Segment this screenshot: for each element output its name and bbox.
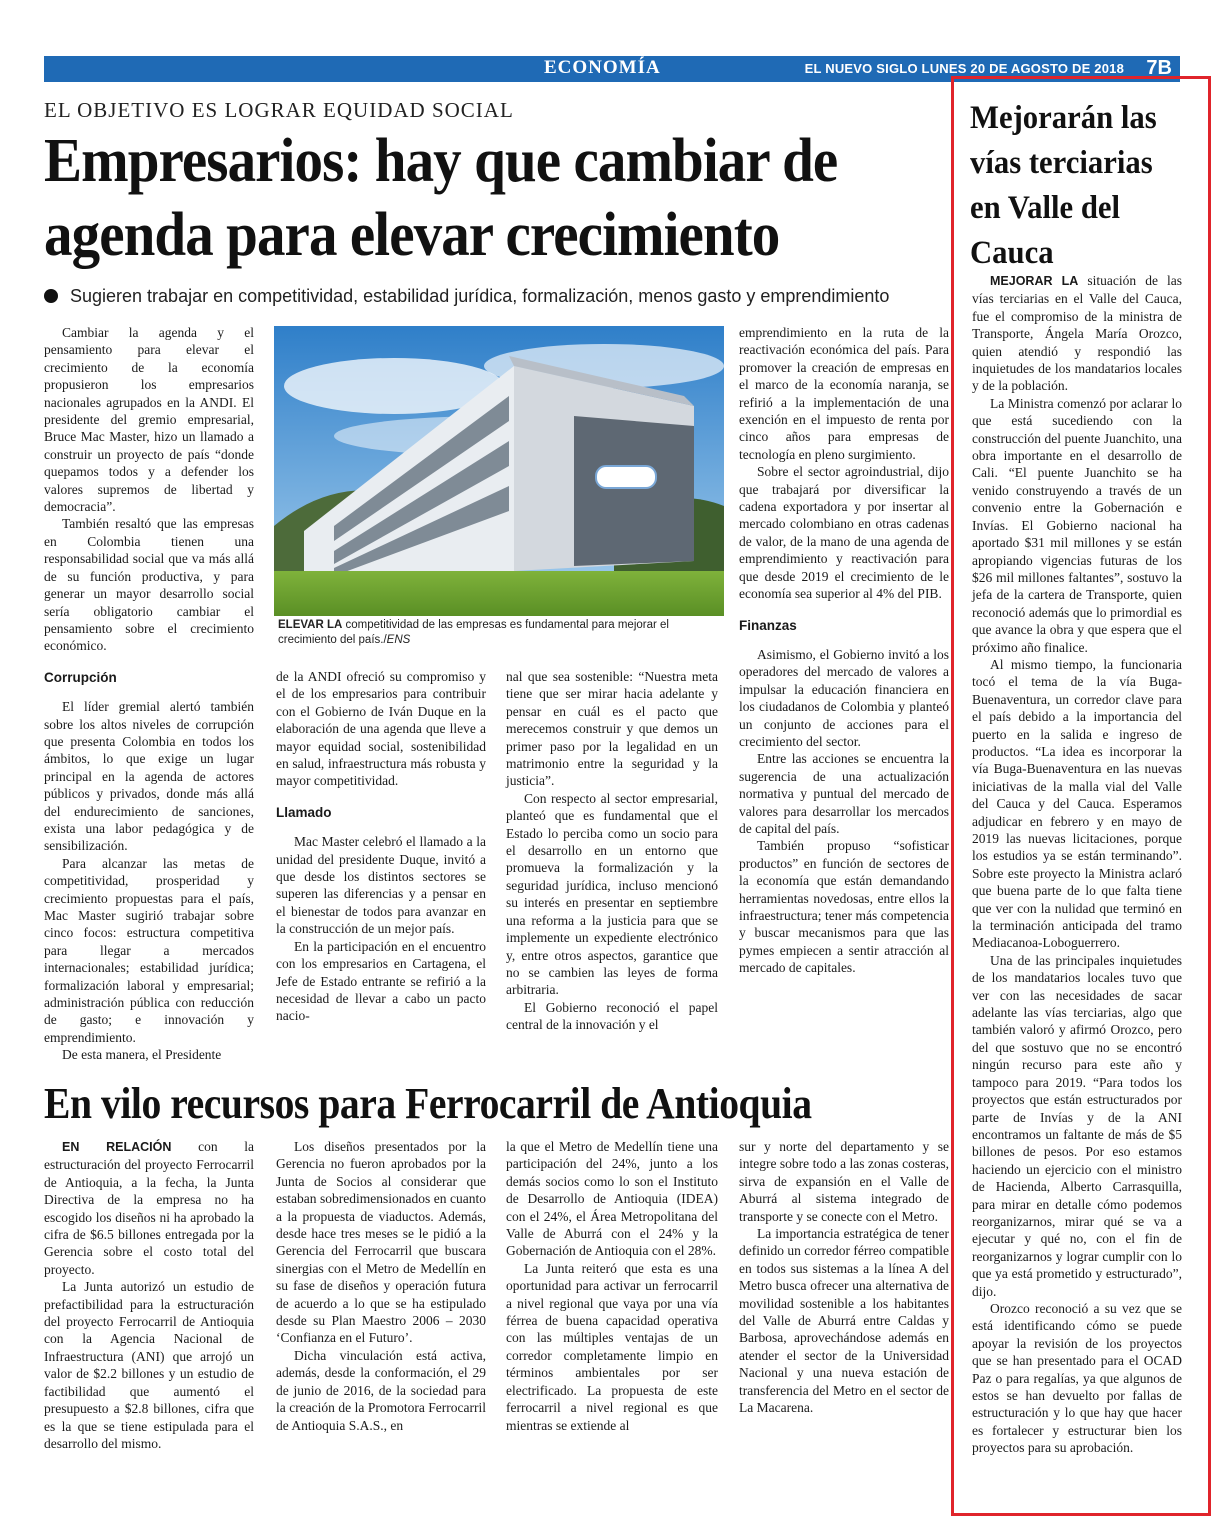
second-column-2 bbox=[276, 1138, 486, 1434]
caption-credit: ENS bbox=[386, 634, 411, 646]
subhead-corrupcion: Corrupción bbox=[44, 669, 117, 685]
paragraph: Los diseños presentados por la Gerencia no fueron aprobados por la Junta de Socios al considerar que estaban sobredimensionados en cuanto a la propuesta de viaductos. Además, desde hace tres meses se le pidió a la Gerencia del Ferrocarril que buscara sinergias con el Metro de Medellín en su fase de diseños y operación futura de acuerdo a lo que se ha estipulado desde su Plan Maestro 2006 – 2030 ‘Confianza en el Futuro’. bbox=[276, 1139, 486, 1346]
paragraph: De esta manera, el Presidente bbox=[62, 1047, 222, 1063]
page-number: 7B bbox=[1146, 57, 1172, 79]
paragraph: También resaltó que las empresas en Colombia tienen una responsabilidad social que va más allá de su función productiva, y para generar un mayor desarrollo social sería obligatorio cambiar el pensamiento sobre el crecimiento económico. bbox=[44, 516, 254, 654]
lead-in: MEJORAR LA bbox=[990, 274, 1079, 288]
paragraph: Orozco reconoció a su vez que se está identificando cómo se puede apoyar la revisión de los proyectos que se han presentado para el OCAD Paz o para regalías, ya que algunos de estos se han devuelto por fallas de estructuración y lo que hay que hacer es fortalecer y estructurar bien los proyectos para su aprobación. bbox=[972, 1300, 1182, 1456]
paragraph: El Gobierno reconoció el papel central de la innovación y el bbox=[506, 999, 718, 1033]
paragraph: También propuso “sofisticar productos” en función de sectores de la economía que están demandando herramientas novedosas, entre ellos la infraestructura; tener más competencia y buscar mecanismos para que las pymes empiecen a sentir atracción al mercado de capitales. bbox=[739, 838, 949, 976]
photo-caption bbox=[278, 618, 718, 648]
paragraph: situación de las vías terciarias en el Valle del Cauca, fue el compromiso de la ministra de Transporte, Ángela María Orozco, quien atendió y respondió las inquietudes de los mandatarios locales y de la población. bbox=[972, 273, 1182, 394]
paper-dateline: EL NUEVO SIGLO LUNES 20 DE AGOSTO DE 2018 bbox=[804, 61, 1124, 76]
main-column-3 bbox=[506, 668, 718, 1034]
paragraph: Cambiar la agenda y el pensamiento para elevar el crecimiento de la economía propusieron los empresarios nacionales agrupados en la ANDI. El presidente del gremio empresarial, Bruce Mac Master, hizo un llamado a construir un proyecto de país “donde quepamos todos y a defender los valores supremos de libertad y democracia”. bbox=[44, 325, 254, 515]
bullet-icon bbox=[44, 289, 58, 303]
paragraph: Entre las acciones se encuentra la sugerencia de una actualización normativa y puntual del mercado de valores para desarrollar los mercados de capital del país. bbox=[739, 751, 949, 836]
paragraph: con la estructuración del proyecto Ferrocarril de Antioquia, a la fecha, la Junta Directiva de la empresa no ha escogido los diseños ni ha aprobado la cifra de $6.5 billones entregada por la Gerencia sobre el costo total del proyecto. bbox=[44, 1139, 254, 1277]
lead-in: EN RELACIÓN bbox=[62, 1140, 172, 1154]
caption-lead: ELEVAR LA bbox=[278, 619, 343, 631]
paragraph: Asimismo, el Gobierno invitó a los operadores del mercado de valores a impulsar la educación financiera en los ciudadanos de Colombia y planteó un conjunto de acciones para el crecimiento del sector. bbox=[739, 646, 949, 749]
caption-text: competitividad de las empresas es fundamental para mejorar el crecimiento del país./ bbox=[278, 619, 669, 646]
paragraph: La Junta reiteró que esta es una oportunidad para activar un ferrocarril a nivel regional que vaya por una vía férrea de buena capacidad operativa con las múltiples ventajas de un corredor completamente limpio en términos ambientales por ser electrificado. La propuesta de este ferrocarril a nivel regional es que mientras se extiende al bbox=[506, 1260, 718, 1433]
paragraph: Una de las principales inquietudes de los mandatarios locales tuvo que ver con las necesidades de sacar adelante las vías terciarias, algo que también valoró y afirmó Orozco, pero del que sostuvo que no se encontró ningún recurso para este año y tampoco para 2019. “Para todos los proyectos que están estructurados por parte de Invías y de la ANI encontramos un faltante de más de $5 billones de pesos. Por eso estamos haciendo un ejercicio con el ministro de Hacienda, Alberto Carrasquilla, para mirar en detalle cómo podemos reorganizarnos, mirar qué se va a ejecutar y qué no, con el fin de reorganizarnos y lograr cumplir con lo que ya está prometido y estructurado”, dijo. bbox=[972, 952, 1182, 1299]
building-photo bbox=[274, 326, 724, 616]
paragraph: emprendimiento en la ruta de la reactivación económica del país. Para promover la creación de empresas en el marco de la economía naranja, se refirió a la implementación de una exención en el impuesto de renta por cinco años para empresas de tecnología en pleno surgimiento. bbox=[739, 325, 949, 462]
paragraph: Para alcanzar las metas de competitividad, prosperidad y crecimiento propuestas para el país, Mac Master sugirió trabajar sobre cinco focos: estructura competitiva para llegar a mercados internacionales; estabilidad jurídica; formalización laboral y empresarial; administración pública con reducción de gasto; e innovación y emprendimiento. bbox=[44, 855, 254, 1045]
paragraph: la que el Metro de Medellín tiene una participación del 24%, junto a los demás socios como lo son el Instituto de Desarrollo de Antioquia (IDEA) con el 24%, el Área Metropolitana del Valle de Aburrá con el 24% y la Gobernación de Antioquia con el 28%. bbox=[506, 1139, 718, 1259]
paragraph: sur y norte del departamento y se integre sobre todo a las zonas costeras, sirva de expansión en el Valle de Aburrá al sistema integrado de transporte y se conecte con el Metro. bbox=[739, 1139, 949, 1224]
second-column-1 bbox=[44, 1138, 254, 1452]
second-column-3 bbox=[506, 1138, 718, 1434]
main-column-2 bbox=[276, 668, 486, 1025]
paragraph: Dicha vinculación está activa, además, desde la conformación, el 29 de junio de 2016, de la sociedad para la creación de la Promotora Ferrocarril de Antioquia S.A.S., en bbox=[276, 1347, 486, 1433]
story-kicker: EL OBJETIVO ES LOGRAR EQUIDAD SOCIAL bbox=[44, 98, 514, 122]
sidebar-headline: Mejorarán las vías terciarias en Valle del Cauca bbox=[970, 100, 1157, 271]
subhead-finanzas: Finanzas bbox=[739, 617, 797, 633]
subhead-llamado: Llamado bbox=[276, 804, 332, 820]
story-deck bbox=[44, 286, 889, 307]
paragraph: nal que sea sostenible: “Nuestra meta tiene que ser mirar hacia adelante y pensar en cuál es el pacto que merecemos construir y que demos un primer paso por la legalidad en un matrimonio entre la seguridad y la justicia”. bbox=[506, 669, 718, 789]
paragraph: Mac Master celebró el llamado a la unidad del presidente Duque, invitó a que desde los distintos sectores se superen las diferencias y a pensar en el bienestar de todos para avanzar en la construcción de un mejor país. bbox=[276, 834, 486, 937]
main-headline: Empresarios: hay que cambiar de agenda para elevar crecimiento bbox=[44, 127, 838, 269]
paragraph: La Junta autorizó un estudio de prefactibilidad para la estructuración del proyecto Ferrocarril de Antioquia con la Agencia Nacional de Infraestructura (ANI) que arrojó un valor de $2.2 billones y un estudio de factibilidad que aumentó el presupuesto a $2.8 billones, cifra que es la que se tiene estipulada para el desarrollo del mismo. bbox=[44, 1279, 254, 1451]
paragraph: Con respecto al sector empresarial, planteó que es fundamental que el Estado lo perciba como un socio para el desarrollo en un entorno que promueva la formalización y la seguridad jurídica, incluso mencionó su interés en presentar en septiembre una reforma a la justicia para que se implemente un expediente electrónico y, entre otros aspectos, garantice que no se cambien las leyes de forma arbitraria. bbox=[506, 790, 718, 998]
main-column-4 bbox=[739, 324, 949, 977]
paragraph: de la ANDI ofreció su compromiso y el de los empresarios para contribuir con el Gobierno de Iván Duque en la elaboración de una agenda que lleve a mayor equidad social, sostenibilidad en salud, infraestructura más robusta y mayor competitividad. bbox=[276, 669, 486, 789]
deck-text: Sugieren trabajar en competitividad, estabilidad jurídica, formalización, menos gasto y emprendimiento bbox=[70, 286, 890, 306]
paragraph: La Ministra comenzó por aclarar lo que está sucediendo con la construcción del puente Juanchito, una obra importante en el desarrollo de Cali. “El puente Juanchito se ha venido construyendo a través de un convenio entre la Gobernación e Invías. El Gobierno nacional ha aportado $31 mil millones y se están apropiando vigencias futuras de los $26 mil millones faltantes”, sostuvo la jefa de la cartera de Transporte, quien reconoció además que lo primordial es que avance la obra y que espera que el próximo año finalice. bbox=[972, 395, 1182, 655]
sidebar-column bbox=[972, 272, 1182, 1457]
paragraph: En la participación en el encuentro con los empresarios en Cartagena, el Jefe de Estado entrante se refirió a la necesidad de llevar a cabo un pacto nacio- bbox=[276, 938, 486, 1024]
paragraph: El líder gremial alertó también sobre los altos niveles de corrupción que presenta Colombia en todos los ámbitos, lo que exige un lugar principal en la agenda de actores públicos y privados, donde más allá del endurecimiento de sanciones, exista una labor pedagógica y de sensibilización. bbox=[44, 699, 254, 854]
section-name: ECONOMÍA bbox=[544, 57, 661, 78]
paragraph: La importancia estratégica de tener definido un corredor férreo compatible en todos sus sistemas a la línea A del Metro busca ofrecer una alternativa de movilidad sostenible a los habitantes del Valle de Aburrá entre Caldas y Barbosa, aprovechándose además en atender el sector de la Universidad Nacional y una nueva estación de transferencia del Metro en el sector de La Macarena. bbox=[739, 1226, 949, 1416]
second-headline: En vilo recursos para Ferrocarril de Antioquia bbox=[44, 1079, 812, 1128]
paragraph: Sobre el sector agroindustrial, dijo que trabajará por diversificar la cadena exportadora y por insertar al mercado colombiano en otras cadenas de valor, de la mano de una agenda de emprendimiento y reactivación para que desde 2019 el crecimiento de le economía sea superior al 4% del PIB. bbox=[739, 464, 949, 602]
main-column-1 bbox=[44, 324, 254, 1064]
second-column-4 bbox=[739, 1138, 949, 1417]
paragraph: Al mismo tiempo, la funcionaria tocó el tema de la vía Buga-Buenaventura, un corredor clave para el país debido a la importancia del puerto en la salida e ingreso de productos. “La idea es incorporar la vía Buga-Buenaventura en las nuevas iniciativas de la malla vial del Valle del Cauca y del Cauca. Esperamos adjudicar en febrero y en mayo de 2019 las nuevas licitaciones, porque los estudios ya se están terminando”. Sobre este proyecto la Ministra aclaró que buena parte de lo que falta tiene que ver con la nulidad que terminó en la terminación anticipada del tramo Mediacanoa-Loboguerrero. bbox=[972, 656, 1182, 951]
